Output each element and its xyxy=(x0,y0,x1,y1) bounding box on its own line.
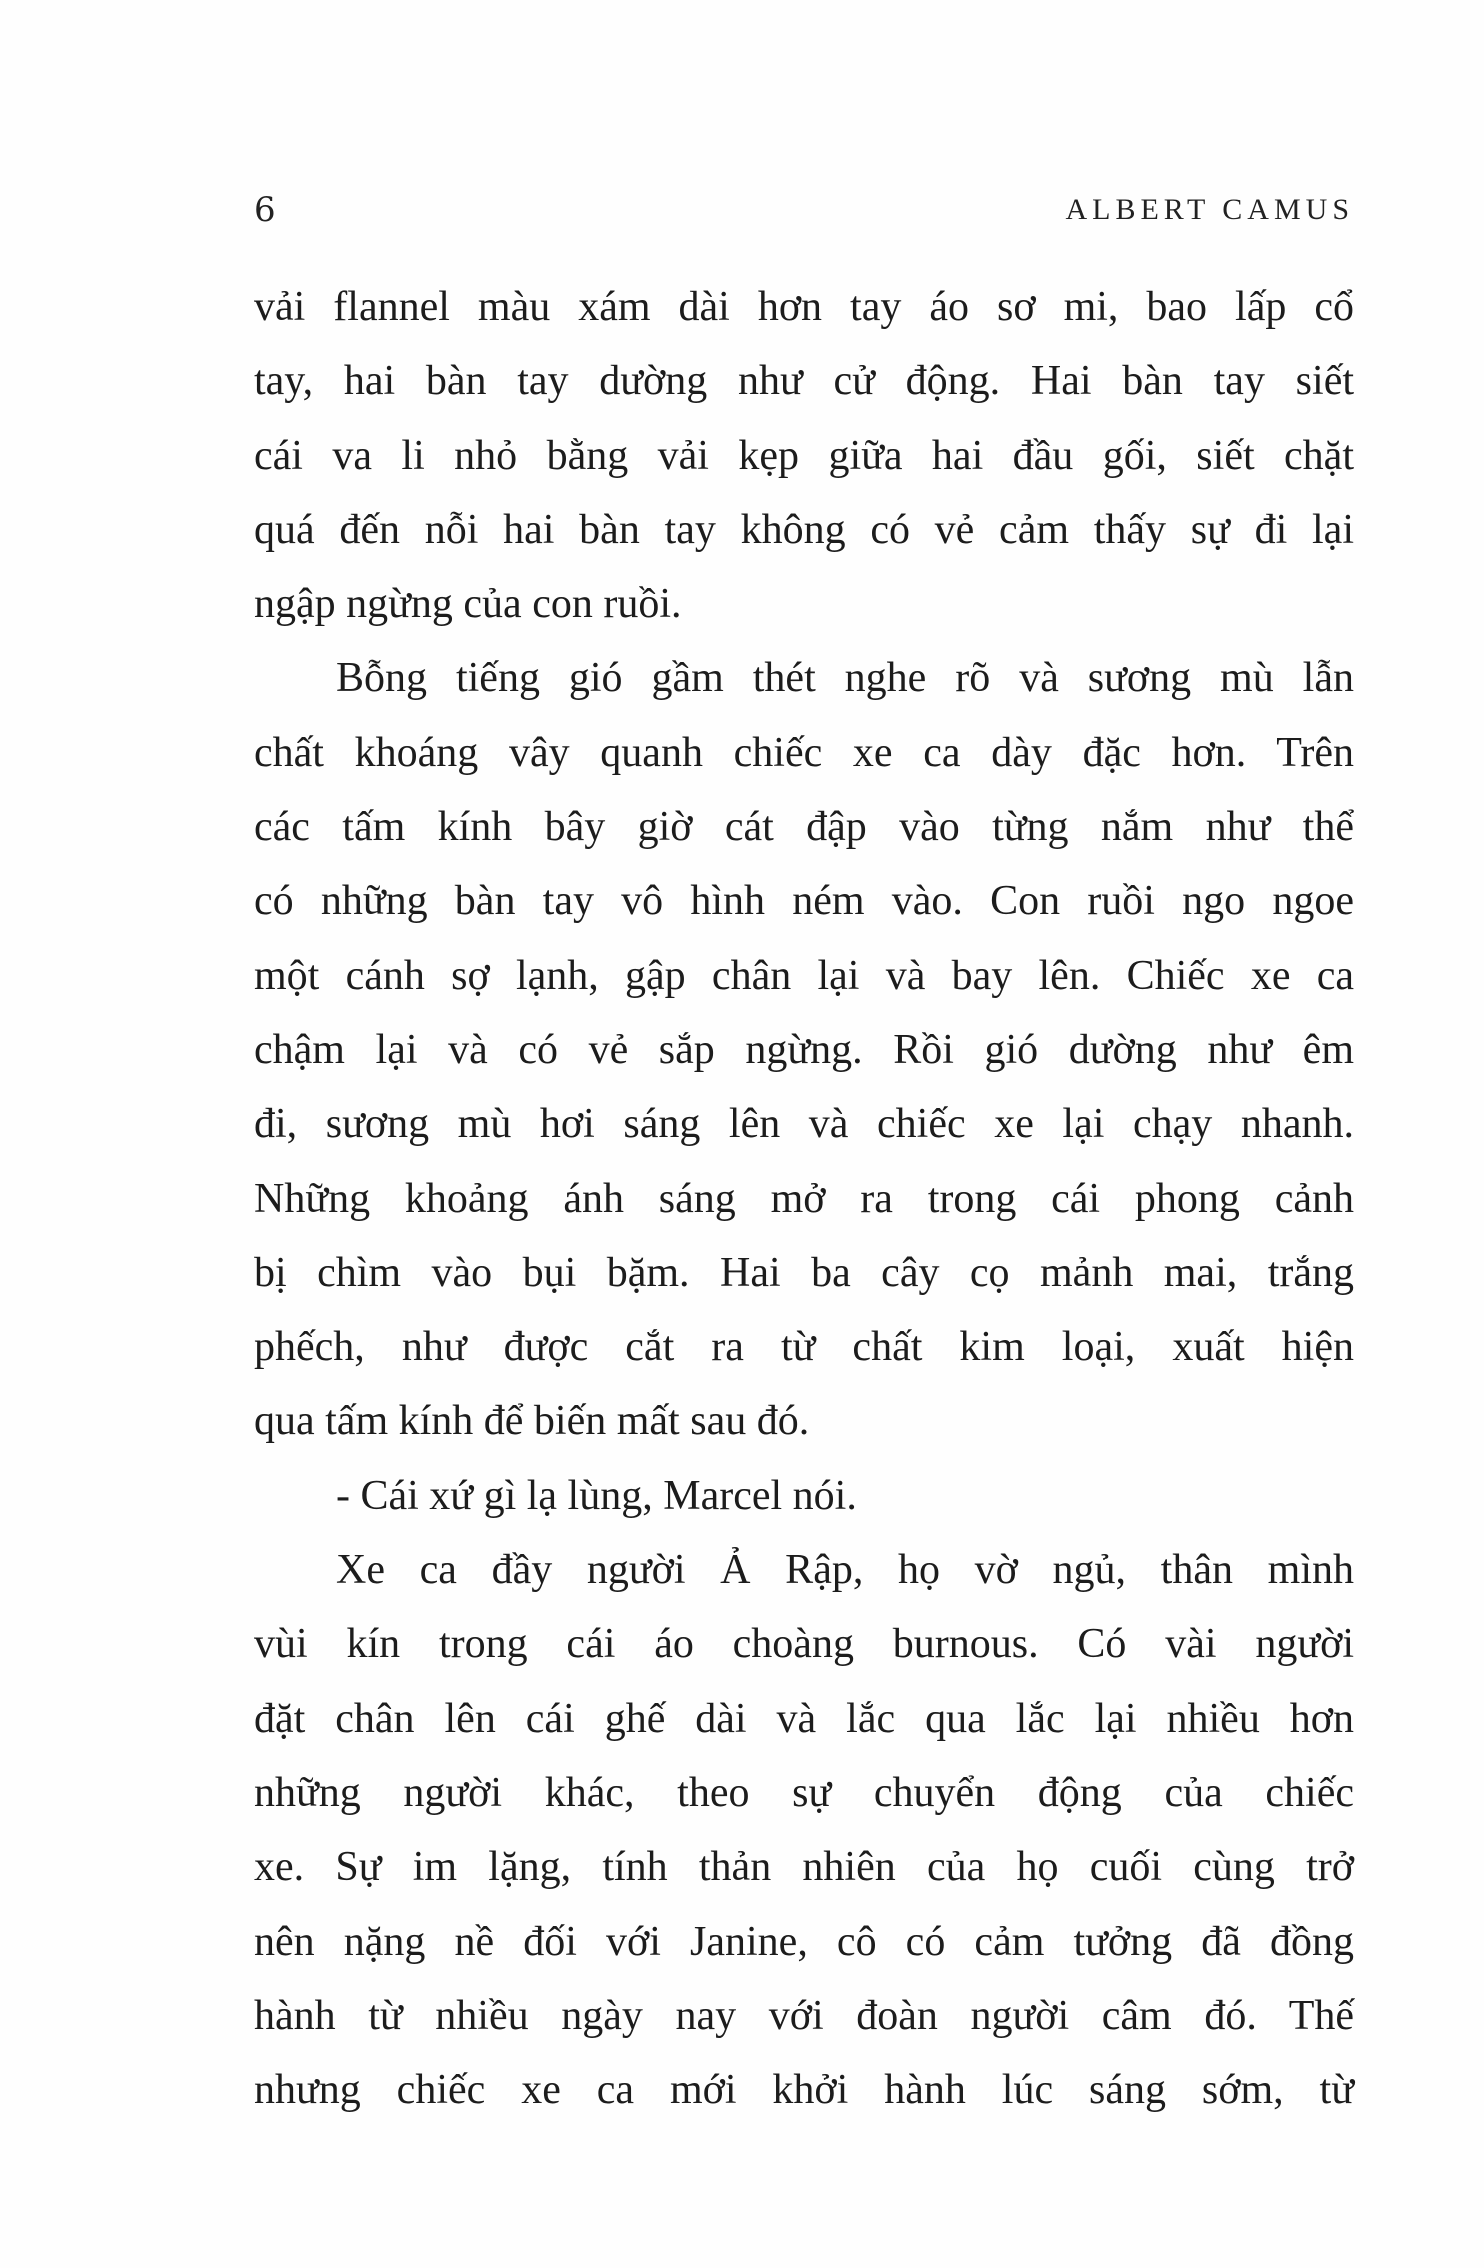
text-line: đi, sương mù hơi sáng lên và chiếc xe lại chạy nhanh. xyxy=(254,1101,1354,1148)
text-line: các tấm kính bây giờ cát đập vào từng nắm như thể xyxy=(254,804,1354,851)
text-line: qua tấm kính để biến mất sau đó. xyxy=(254,1398,810,1445)
text-line: có những bàn tay vô hình ném vào. Con ruồi ngo ngoe xyxy=(254,878,1354,925)
text-line: nên nặng nề đối với Janine, cô có cảm tưởng đã đồng xyxy=(254,1918,1354,1965)
dialogue-line: - Cái xứ gì lạ lùng, Marcel nói. xyxy=(336,1472,857,1519)
text-line: hành từ nhiều ngày nay với đoàn người câm đó. Thế xyxy=(254,1992,1354,2039)
page-number: 6 xyxy=(254,190,276,230)
text-line: chậm lại và có vẻ sắp ngừng. Rồi gió dường như êm xyxy=(254,1026,1354,1073)
text-line: Xe ca đầy người Ả Rập, họ vờ ngủ, thân mình xyxy=(336,1547,1354,1594)
text-line: nhưng chiếc xe ca mới khởi hành lúc sáng sớm, từ xyxy=(254,2067,1354,2114)
text-line: xe. Sự im lặng, tính thản nhiên của họ cuối cùng trở xyxy=(254,1844,1354,1891)
text-line: chất khoáng vây quanh chiếc xe ca dày đặc hơn. Trên xyxy=(254,729,1354,776)
running-head-author: ALBERT CAMUS xyxy=(1065,193,1354,226)
text-line: một cánh sợ lạnh, gập chân lại và bay lên. Chiếc xe ca xyxy=(254,952,1354,999)
text-line: bị chìm vào bụi bặm. Hai ba cây cọ mảnh mai, trắng xyxy=(254,1249,1354,1296)
text-line: ngập ngừng của con ruồi. xyxy=(254,581,682,628)
text-line: đặt chân lên cái ghế dài và lắc qua lắc lại nhiều hơn xyxy=(254,1695,1354,1742)
text-line: tay, hai bàn tay dường như cử động. Hai bàn tay siết xyxy=(254,358,1354,405)
body-text xyxy=(254,270,1354,2127)
text-line: những người khác, theo sự chuyển động của chiếc xyxy=(254,1769,1354,1816)
text-line: quá đến nỗi hai bàn tay không có vẻ cảm thấy sự đi lại xyxy=(254,506,1354,553)
page-header xyxy=(254,180,1354,240)
text-line: cái va li nhỏ bằng vải kẹp giữa hai đầu gối, siết chặt xyxy=(254,432,1354,479)
text-line: vùi kín trong cái áo choàng burnous. Có vài người xyxy=(254,1621,1354,1668)
text-line: phếch, như được cắt ra từ chất kim loại, xuất hiện xyxy=(254,1324,1354,1371)
text-line: Những khoảng ánh sáng mở ra trong cái phong cảnh xyxy=(254,1175,1354,1222)
text-line: vải flannel màu xám dài hơn tay áo sơ mi, bao lấp cổ xyxy=(254,284,1354,330)
text-line: Bỗng tiếng gió gầm thét nghe rõ và sương mù lẫn xyxy=(336,655,1354,702)
